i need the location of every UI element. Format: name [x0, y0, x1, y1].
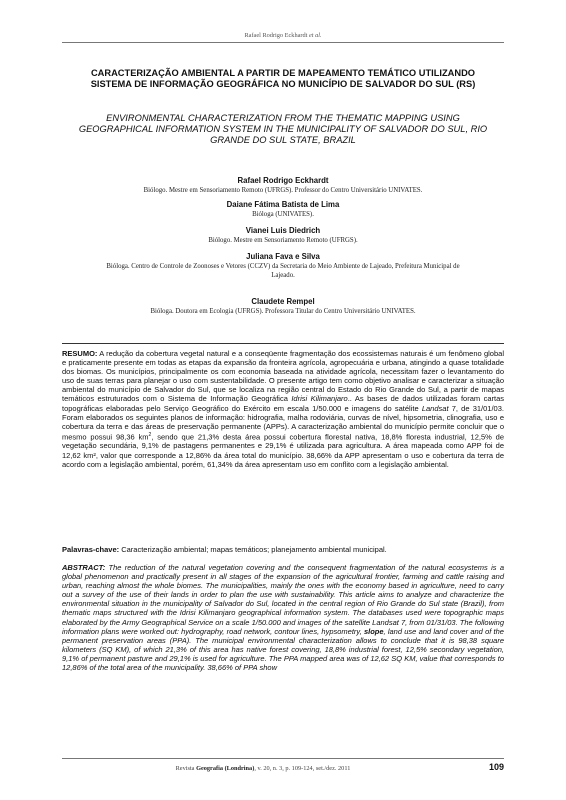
author-name: Juliana Fava e Silva — [246, 252, 320, 261]
author-name: Vianei Luis Diedrich — [245, 226, 321, 235]
author-affiliation: Bióloga. Centro de Controle de Zoonoses e Vetores (CCZV) da Secretaria do Meio Ambiente de Lajeado, Prefeitura Municipal de Lajeado. — [106, 263, 460, 279]
section-rule — [62, 343, 504, 344]
author-3 — [62, 226, 504, 246]
author-4 — [62, 252, 504, 280]
resumo-text-4: , sendo que 21,3% desta área possui cobertura florestal nativa, 18,8% floresta industrial, 12,5% de vegetação secundária, 9,1% de pastagens permanentes e 29,1% é utilizada para agricultura. A área mapeada como APP foi de 12,62 km², valor que corresponde a 12,86% da área total do município. 38,66% da APP apresentam o uso e cobertura da terra de acordo com a legislação ambiental, porém, 61,34% da área apresentam uso em conflito com a legislação ambiental. — [62, 432, 504, 469]
footer — [62, 763, 504, 775]
author-1 — [62, 176, 504, 196]
resumo-label: RESUMO: — [62, 349, 98, 358]
author-name: Daiane Fátima Batista de Lima — [226, 200, 340, 209]
author-affiliation: Biólogo. Mestre em Sensoriamento Remoto (UFRGS). — [208, 237, 358, 244]
abstract-label: ABSTRACT: — [62, 563, 106, 572]
author-5 — [62, 297, 504, 317]
footer-journal-name: Geografia (Londrina) — [196, 765, 255, 772]
author-affiliation: Biólogo. Mestre em Sensoriamento Remoto (UFRGS). Professor do Centro Universitário UNIVATES. — [143, 187, 423, 194]
resumo-text-2: .. As bases de dados utilizadas foram cartas topográficas elaboradas pelo Serviço Geográfico do Exército em escala 1/50.000 e imagens do satélite — [62, 394, 504, 413]
author-2 — [62, 200, 504, 220]
title-portuguese: CARACTERIZAÇÃO AMBIENTAL A PARTIR DE MAPEAMENTO TEMÁTICO UTILIZANDO SISTEMA DE INFORMAÇÃO GEOGRÁFICA NO MUNICÍPIO DE SALVADOR DO SUL (RS) — [90, 68, 476, 89]
resumo-text-3: 7, de 31/01/03. Foram elaborados os seguintes planos de informação: hidrografia, malha rodoviária, curvas de nível, hipsometria, clinografia, uso e cobertura da terra e das áreas de preservação permanente (APPs). A caracterização ambiental do município permite concluir que o mesmo possui 98,36 km — [62, 403, 504, 442]
keywords-label: Palavras-chave: — [62, 545, 120, 554]
running-head-etal: et al. — [308, 32, 322, 39]
abstract-paragraph — [62, 563, 504, 672]
footer-rule — [62, 758, 504, 759]
resumo-idrisi: Idrisi Kilimanjaro — [291, 394, 348, 404]
resumo-superscript: 2 — [148, 431, 152, 438]
abstract-text-2: , land use and land cover and of the permanent preservation areas (PPA). The municipal environmental characterization allows to conclude that it is 98,38 square kilometers (SQ KM), of which 21,3% of this area has native forest covering, 18,8% industrial forest, 12,5% secondary vegetation, 9,1% of permanent pasture and 29,1% is used for agriculture. The PPA mapped area was of 12,62 SQ KM, value that corresponds to 12,86% of the total area of the municipality. 38,66% of PPA show — [62, 626, 504, 673]
title-english: ENVIRONMENTAL CHARACTERIZATION FROM THE THEMATIC MAPPING USING GEOGRAPHICAL INFORMATION SYSTEM IN THE MUNICIPALITY OF SALVADOR DO SUL, RIO GRANDE DO SUL STATE, BRAZIL — [78, 113, 488, 145]
footer-citation-prefix: Revista — [175, 765, 197, 772]
abstract-text-1: The reduction of the natural vegetation covering and the consequent fragmentation of the natural ecosystems is a global phenomenon and practically present in all stages of the expansion of the agricultural frontier, farming and cattle raising and urban, reaching almost the whole biomes. The municipalities, mainly the ones with the economy based in agriculture, need to carry out a survey of the use of their lands in order to plan the use with sustainability. This article aims to analyze and characterize the environmental situation in the municipality of Salvador do Sul, located in the central region of Rio Grande do Sul state (Brazil), from thematic maps structured with the Idrisi Kilimanjaro geographical information system. The databases used were topographic maps elaborated by the Army Geographical Service on a scale 1/50.000 and images of the satellite Landsat 7, from 01/31/03. The following information plans were worked out: hydrography, road network, contour lines, hypsometry, — [62, 563, 504, 636]
page-number: 109 — [488, 762, 504, 772]
author-affiliation: Bióloga (UNIVATES). — [252, 211, 314, 218]
author-name: Rafael Rodrigo Eckhardt — [237, 176, 329, 185]
header-rule — [62, 42, 504, 43]
running-head-author: Rafael Rodrigo Eckhardt — [244, 32, 308, 39]
resumo-landsat: Landsat — [421, 403, 449, 413]
keywords-text: Caracterização ambiental; mapas temáticos; planejamento ambiental municipal. — [119, 545, 387, 554]
resumo-paragraph — [62, 349, 504, 469]
abstract-slope: slope — [363, 626, 384, 636]
keywords-paragraph — [62, 545, 504, 554]
resumo-text-1: A redução da cobertura vegetal natural e a conseqüente fragmentação dos ecossistemas naturais é um fenômeno global e praticamente presente em todas as etapas da expansão da fronteira agrícola, agropecuária e urbana, atingindo a quase totalidade dos biomas. Os municípios, principalmente os com economia baseada na atividade agrícola, necessitam fazer o levantamento do uso de suas terras para planejar o uso com sustentabilidade. O presente artigo tem como objetivo analisar e caracterizar a situação ambiental do município de Salvador do Sul, que se localiza na região central do Estado do Rio Grande do Sul, a partir de mapas temáticos estruturados com o Sistema de Informação Geográfica — [62, 349, 504, 404]
running-head — [62, 32, 504, 39]
footer-citation — [62, 765, 464, 772]
author-affiliation: Bióloga. Doutora em Ecologia (UFRGS). Professora Titular do Centro Universitário UNIVATES. — [150, 308, 416, 315]
author-name: Claudete Rempel — [251, 297, 315, 306]
footer-citation-details: , v. 20, n. 3, p. 109-124, set./dez. 2011 — [254, 765, 351, 772]
